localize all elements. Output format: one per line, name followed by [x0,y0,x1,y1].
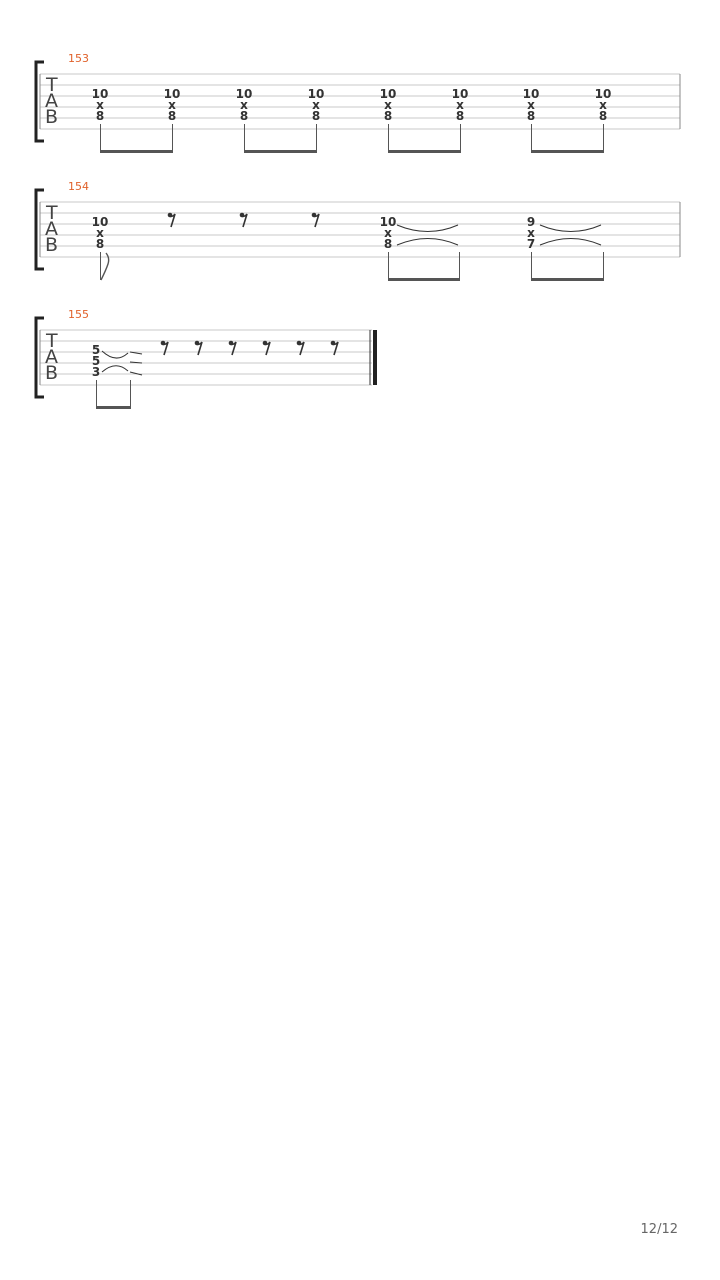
eighth-rest [312,213,319,227]
eighth-rest [229,341,236,355]
fret-number: 8 [95,237,105,251]
fret-number: 10 [522,87,540,101]
fret-number: 8 [526,109,536,123]
fret-number: x [456,98,464,112]
tab-staff [40,330,372,385]
measure-number: 154 [68,180,89,193]
fret-number: x [312,98,320,112]
fret-number: x [384,98,392,112]
eighth-rest [297,341,304,355]
eighth-rest [263,341,270,355]
rhythm-beams [101,252,605,280]
page-number: 12/12 [640,1222,678,1237]
fret-number: 10 [235,87,253,101]
fret-number: 8 [455,109,465,123]
measure-number: 153 [68,52,89,65]
final-barline [370,330,377,385]
eighth-rest [168,213,175,227]
system-3 [36,308,377,408]
fret-number: 10 [307,87,325,101]
fret-number: 3 [91,365,101,379]
tab-letter-a: A [45,218,58,240]
rhythm-beams [96,380,131,408]
tab-letter-t: T [46,74,58,96]
fret-number: 10 [91,87,109,101]
measure-number: 155 [68,308,89,321]
beat [92,343,100,379]
fret-number: 10 [91,215,109,229]
tab-letter-t: T [46,202,58,224]
fret-number: 5 [91,354,101,368]
tab-letter-t: T [46,330,58,352]
fret-number: x [527,226,535,240]
fret-number: x [96,98,104,112]
tab-clef [45,74,58,128]
eighth-rest [240,213,247,227]
beat [527,215,535,251]
fret-number: 8 [95,109,105,123]
system-1 [36,52,680,152]
fret-number: 8 [239,109,249,123]
tab-clef [45,202,58,256]
fret-number: 8 [598,109,608,123]
fret-number: 8 [383,109,393,123]
rhythm-beams [100,124,604,152]
tab-letter-b: B [45,234,59,256]
fret-number: 7 [526,237,536,251]
tab-letter-a: A [45,346,58,368]
tab-letter-b: B [45,362,59,384]
fret-number: 10 [379,87,397,101]
fret-number: x [599,98,607,112]
fret-number: 8 [383,237,393,251]
fret-number: x [240,98,248,112]
fret-number: 8 [311,109,321,123]
fret-number: 8 [167,109,177,123]
tab-letter-b: B [45,106,59,128]
fret-number: x [527,98,535,112]
fret-number: x [96,226,104,240]
tab-clef [45,330,58,384]
eighth-rest [331,341,338,355]
fret-number: x [384,226,392,240]
fret-number: 9 [526,215,536,229]
fret-number: 10 [451,87,469,101]
tab-letter-a: A [45,90,58,112]
eighth-rest [195,341,202,355]
fret-number: 10 [594,87,612,101]
fret-number: x [168,98,176,112]
fret-number: 10 [163,87,181,101]
fret-number: 10 [379,215,397,229]
eighth-rest [161,341,168,355]
tab-staff [40,202,680,257]
tab-staff [40,74,680,129]
fret-number: 5 [91,343,101,357]
system-2 [36,180,680,280]
